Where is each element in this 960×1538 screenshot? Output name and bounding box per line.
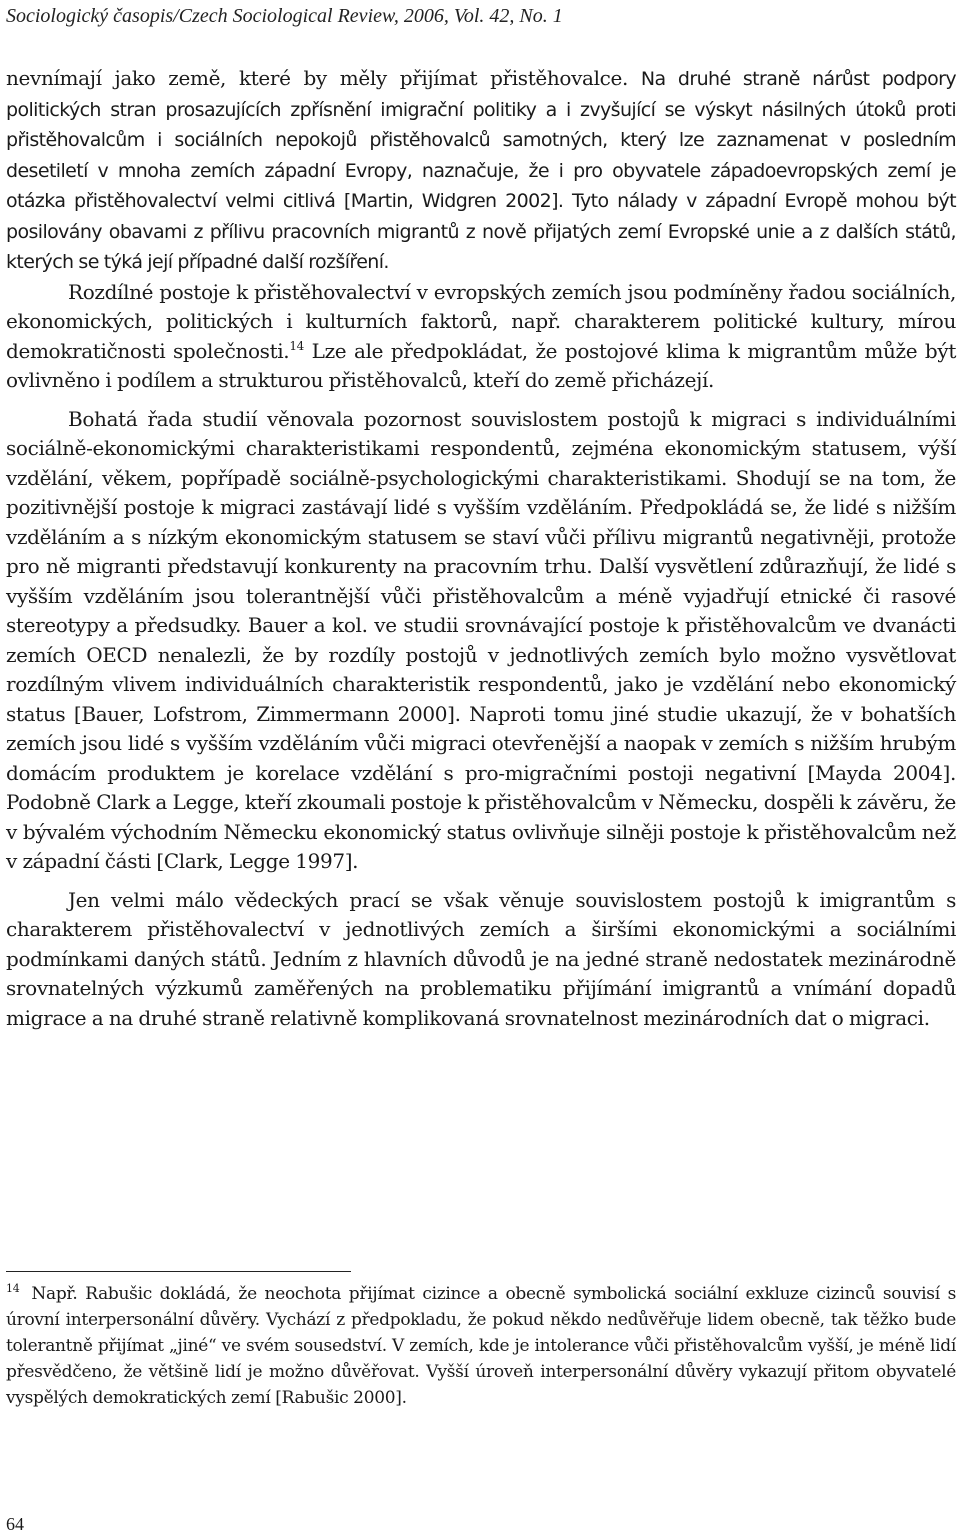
footnotes bbox=[6, 1281, 956, 1411]
footnote-divider bbox=[6, 1271, 351, 1272]
paragraph bbox=[6, 278, 956, 396]
running-head: Sociologický časopis/Czech Sociological Review, 2006, Vol. 42, No. 1 bbox=[6, 5, 563, 27]
paragraph-text: Lze ale předpokládat, že postojové klima k migrantům může být ovlivněno i podílem a strukturou přistěhovalců, kteří do země přicházejí. bbox=[6, 338, 957, 392]
paragraph-text: nevnímají jako země, které by měly přijímat přistěhovalce. bbox=[6, 66, 629, 90]
paragraph: Jen velmi málo vědeckých prací se však věnuje souvislostem postojů k imigrantům s charakterem přistěhovalectví v jednotlivých zemích a širšími ekonomickými a sociálními podmínkami daných států. Jedním z hlavních důvodů je na jedné straně nedostatek mezinárodně srovnatelných výzkumů zaměřených na problematiku přijímání imigrantů a vnímání dopadů migrace a na druhé straně relativně komplikovaná srovnatelnost mezinárodních dat o migraci. bbox=[6, 887, 956, 1030]
paragraph: Bohatá řada studií věnovala pozornost souvislostem postojů k migraci s individuálními sociálně-ekonomickými charakteristikami respondentů, zejména ekonomickým statusem, výší vzdělání, věkem, popřípadě sociálně-psychologickými charakteristikami. Shodují se na tom, že pozitivnější postoje k migraci zastávají lidé s vyšším vzděláním. Předpokládá se, že lidé s nižším vzděláním a s nízkým ekonomickým statusem se staví vůči přílivu migrantů negativněji, protože pro ně migranti představují konkurenty na pracovním trhu. Další vysvětlení zdůrazňují, že lidé s vyšším vzděláním jsou tolerantnější vůči přistěhovalcům a méně vyjadřují etnické či rasové stereotypy a předsudky. Bauer a kol. ve studii srovnávající postoje k přistěhovalcům ve dvanácti zemích OECD nenalezli, že by rozdíly postojů v jednotlivých zemích bylo možno vysvětlovat rozdílným vlivem individuálních charakteristik respondentů, jako je vzdělání nebo ekonomický status [Bauer, Lofstrom, Zimmermann 2000]. Naproti tomu jiné studie ukazují, že v bohatších zemích jsou lidé s vyšším vzděláním vůči migraci otevřenější a naopak v zemích s nižším hrubým domácím produktem je korelace vzdělání s pro-migračními postoji negativní [Mayda 2004]. Podobně Clark a Legge, kteří zkoumali postoje k přistěhovalcům v Německu, dospěli k závěru, že v bývalém východním Německu ekonomický status ovlivňuje silněji postoje k přistěhovalcům než v západní části [Clark, Legge 1997]. bbox=[6, 406, 956, 873]
paragraph-text: Na druhé straně nárůst podpory politických stran prosazujících zpřísnění imigrační politiky a i zvyšující se výskyt násilných útoků proti přistěhovalcům i sociálních nepokojů přistěhovalců samotných, který lze zaznamenat v posledním desetiletí v mnoha zemích západní Evropy, naznačuje, že i pro obyvatele západoevropských zemí je otázka přistěhovalectví velmi citlivá [Martin, Widgren 2002]. Tyto nálady v západní Evropě mohou být posilovány obavami z přílivu pracovních migrantů z nově přijatých zemí Evropské unie a z dalších států, kterých se týká její případné další rozšíření. bbox=[6, 68, 956, 273]
footnote-number: 14 bbox=[6, 1282, 20, 1295]
footnote-reference[interactable]: 14 bbox=[289, 338, 304, 353]
paragraph bbox=[6, 64, 956, 278]
body-text bbox=[6, 64, 956, 1033]
footnote-text: Např. Rabušic dokládá, že neochota přijímat cizince a obecně symbolická sociální exkluze cizinců souvisí s úrovní interpersonální důvěry. Vychází z předpokladu, že pokud někdo nedůvěřuje lidem obecně, tak těžko bude tolerantně přijímat „jiné“ ve svém sousedství. V zemích, kde je intolerance vůči přistěhovalcům vyšší, je méně lidí přesvědčeno, že většině lidí je možno důvěřovat. Vyšší úroveň interpersonální důvěry vykazují přitom obyvatelé vyspělých demokratických zemí [Rabušic 2000]. bbox=[6, 1284, 956, 1408]
page-number: 64 bbox=[6, 1514, 24, 1534]
paragraph-text: Rozdílné postoje k přistěhovalectví v evropských zemích jsou podmíněny řadou sociálních, ekonomických, politických i kulturních faktorů, např. charakterem politické kultury, mírou demokratičnosti společnosti. bbox=[6, 279, 956, 363]
